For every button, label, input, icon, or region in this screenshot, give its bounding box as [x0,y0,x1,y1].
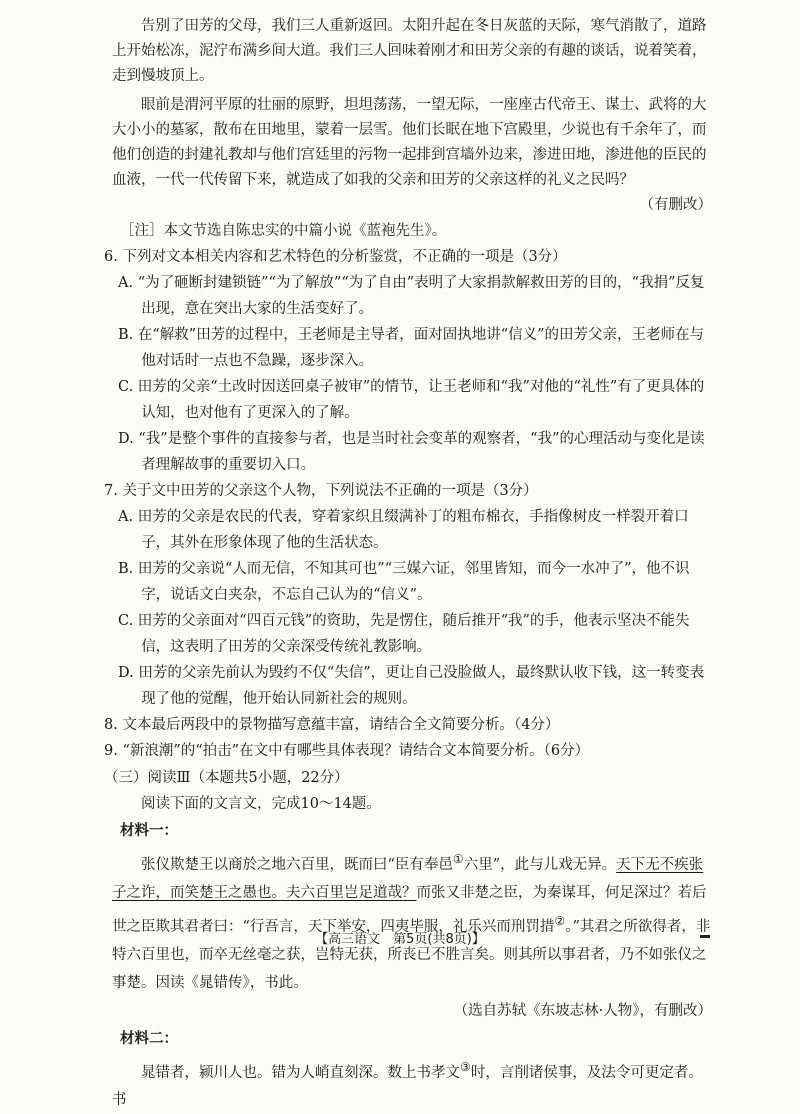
material-1-text-part-1: 张仪欺楚王以商於之地六百里，既而曰“臣有奉邑 [141,856,453,873]
question-7-option-a: A. 田芳的父亲是农民的代表，穿着家织且缀满补丁的粗布棉衣，手指像树皮一样裂开着口子，其外在形象体现了他的生活状态。 [118,509,689,551]
source-note: （有删改） [639,197,712,213]
underlined-sentence-1: 天下无不疾张子之诈，而笑楚王之愚也。 [112,856,704,901]
material-2-text [112,1053,712,1114]
material-1-text-part-3: 而张又非楚之臣，为秦谋耳，何足深过？若后世之臣欺其君者曰：“行吾言，天下举安，四夷毕服，礼乐兴而刑罚措 [112,884,707,935]
material-2-label: 材料二： [120,1029,178,1047]
underlined-sentence-2: 夫六百里岂足道哉？ [286,884,417,901]
question-7-stem: 7. 关于文中田芳的父亲这个人物，下列说法不正确的一项是（3分） [104,483,538,499]
question-7-option-c: C. 田芳的父亲面对“四百元钱”的资助，先是愣住，随后推开“我”的手，他表示坚决不能失信，这表明了田芳的父亲深受传统礼教影响。 [118,613,690,655]
page-footer: 【高三语文 第5页(共8页)】 [315,932,485,947]
footnote: ［注］本文节选自陈忠实的中篇小说《蓝袍先生》。 [120,223,447,239]
question-9: 9. “新浪潮”的“拍击”在文中有哪些具体表现？请结合文本简要分析。（6分） [104,743,590,759]
question-7-option-b: B. 田芳的父亲说“人而无信，不知其可也”“三媒六证，邻里皆知，而今一水冲了”，他不识字，说话文白夹杂，不忘自己认为的“信义”。 [118,561,690,603]
question-6-option-d: D. “我”是整个事件的直接参与者，也是当时社会变革的观察者，“我”的心理活动与变化是读者理解故事的重要切入口。 [118,431,705,473]
section-3-instruction: 阅读下面的文言文，完成10～14题。 [141,796,381,812]
question-6-option-b: B. 在“解救”田芳的过程中，王老师是主导者，面对固执地讲“信义”的田芳父亲，王老师在与他对话时一点也不急躁，逐步深入。 [118,327,705,369]
material-2-text-part-2: 时，言削诸侯事，及法令可更定者。书 [112,1064,703,1109]
material-1-text-part-4: 。”其君之所欲得者，非特六百里也，而卒无丝毫之获，岂特无获，所丧已不胜言矣。则其所以事君者，乃不如张仪之事楚。因读《晁错传》，书此。 [112,918,711,991]
material-1-text-part-2: 六里”，此与儿戏无异。 [463,856,617,873]
material-2-text-part-1: 晁错者，颍川人也。错为人峭直刻深。数上书孝文 [141,1064,460,1081]
question-6-option-c: C. 田芳的父亲“土改时因送回桌子被审”的情节，让王老师和“我”对他的“礼性”有了更具体的认知，也对他有了更深入的了解。 [118,379,705,421]
footnote-mark-1: ① [452,852,464,866]
material-1-text [112,845,712,997]
footnote-mark-2: ② [554,913,566,928]
story-paragraph-2: 眼前是渭河平原的壮丽的原野，坦坦荡荡，一望无际，一座座古代帝王、谋士、武将的大大小小的墓冢，散布在田地里，蒙着一层雪。他们长眠在地下宫殿里，少说也有千余年了，而他们创造的封建礼教却与他们宫廷里的污物一起排到宫墙外边来，渗进田地，渗进他的臣民的血液，一代一代传留下来，就造成了如我的父亲和田芳的父亲这样的礼义之民吗？ [112,97,707,188]
question-7-option-d: D. 田芳的父亲先前认为毁约不仅“失信”，更让自己没脸做人，最终默认收下钱，这一转变表现了他的觉醒，他开始认同新社会的规则。 [118,665,705,707]
question-6-option-a: A. “为了砸断封建锁链”“为了解放”“为了自由”表明了大家捐款解救田芳的目的，“我捐”反复出现，意在突出大家的生活变好了。 [118,275,705,317]
question-6-stem: 6. 下列对文本相关内容和艺术特色的分析鉴赏，不正确的一项是（3分） [104,249,567,265]
material-1-source: （选自苏轼《东坡志林·人物》，有删改） [453,1002,712,1019]
story-paragraph-1: 告别了田芳的父母，我们三人重新返回。太阳升起在冬日灰蓝的天际，寒气消散了，道路上开始松冻，泥泞布满乡间大道。我们三人回味着刚才和田芳父亲的有趣的谈话，说着笑着，走到慢坡顶上。 [112,18,707,84]
footnote-mark-3: ③ [460,1059,471,1074]
material-1-label: 材料一： [120,822,178,839]
corner-mark [700,935,710,938]
question-8: 8. 文本最后两段中的景物描写意蕴丰富，请结合全文简要分析。（4分） [104,717,560,733]
section-3-title: （三）阅读Ⅲ（本题共5小题，22分） [104,770,349,786]
